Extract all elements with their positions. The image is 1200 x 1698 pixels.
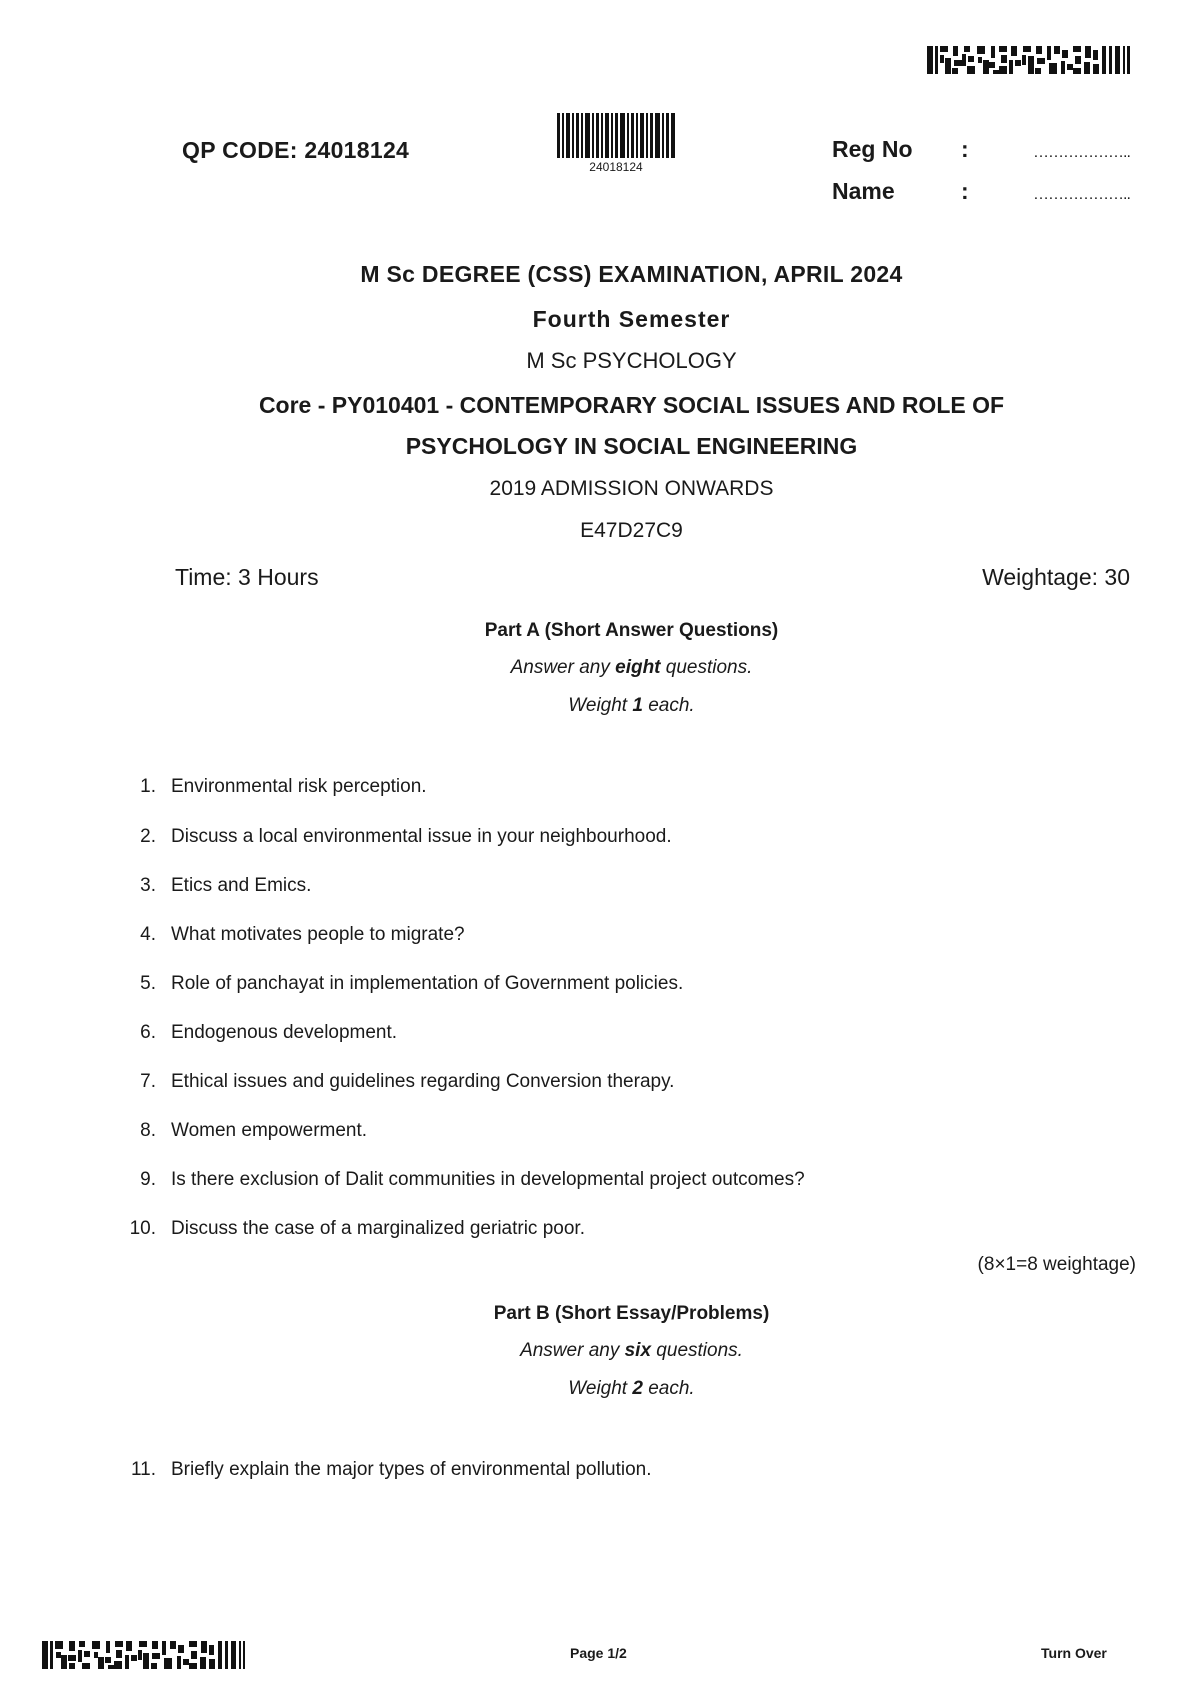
question-number: 7. bbox=[140, 1071, 156, 1092]
turn-over-note: Turn Over bbox=[1041, 1645, 1107, 1661]
question-number: 10. bbox=[129, 1218, 156, 1239]
question-text: What motivates people to migrate? bbox=[171, 924, 465, 945]
question-number: 2. bbox=[140, 826, 156, 847]
course-title-line1: Core - PY010401 - CONTEMPORARY SOCIAL ISSUES AND ROLE OF bbox=[258, 392, 1005, 418]
part-a-weight: Weight 1 each. bbox=[568, 695, 695, 716]
part-b-weight: Weight 2 each. bbox=[568, 1378, 695, 1399]
question-text: Endogenous development. bbox=[171, 1022, 398, 1043]
question-text: Discuss a local environmental issue in your neighbourhood. bbox=[171, 826, 672, 847]
part-b-instruction: Answer any six questions. bbox=[520, 1340, 743, 1361]
reg-no-label: Reg No bbox=[832, 136, 913, 162]
barcode-top bbox=[927, 46, 1130, 74]
reg-no-colon: : bbox=[961, 136, 969, 162]
page-number: Page 1/2 bbox=[570, 1645, 627, 1661]
question-text: Etics and Emics. bbox=[171, 875, 312, 896]
total-weightage: Weightage: 30 bbox=[982, 564, 1130, 590]
question-number: 11. bbox=[130, 1459, 156, 1480]
part-a-weightage-summary: (8×1=8 weightage) bbox=[977, 1254, 1136, 1275]
qp-code: QP CODE: 24018124 bbox=[182, 137, 410, 163]
barcode-bottom bbox=[42, 1641, 245, 1669]
part-b-title: Part B (Short Essay/Problems) bbox=[493, 1303, 770, 1324]
paper-code: E47D27C9 bbox=[580, 519, 683, 542]
name-field: ……………….. bbox=[1033, 186, 1130, 203]
part-a-title: Part A (Short Answer Questions) bbox=[484, 620, 779, 641]
reg-no-field: ……………….. bbox=[1033, 144, 1130, 161]
exam-subject: M Sc PSYCHOLOGY bbox=[526, 348, 737, 373]
part-a-instruction: Answer any eight questions. bbox=[510, 657, 753, 678]
question-number: 5. bbox=[140, 973, 156, 994]
question-text: Ethical issues and guidelines regarding Conversion therapy. bbox=[171, 1071, 675, 1092]
question-text: Discuss the case of a marginalized geriatric poor. bbox=[171, 1218, 585, 1239]
question-number: 9. bbox=[140, 1169, 156, 1190]
question-number: 4. bbox=[140, 924, 156, 945]
name-colon: : bbox=[961, 178, 969, 204]
question-text: Briefly explain the major types of environmental pollution. bbox=[171, 1459, 652, 1480]
question-number: 1. bbox=[140, 776, 156, 797]
time-allowed: Time: 3 Hours bbox=[175, 564, 319, 590]
exam-semester: Fourth Semester bbox=[532, 306, 731, 332]
question-text: Role of panchayat in implementation of Government policies. bbox=[171, 973, 684, 994]
barcode-qp-code bbox=[557, 113, 675, 158]
question-number: 6. bbox=[140, 1022, 156, 1043]
question-text: Environmental risk perception. bbox=[171, 776, 427, 797]
question-number: 8. bbox=[140, 1120, 156, 1141]
name-label: Name bbox=[832, 178, 895, 204]
course-title-line2: PSYCHOLOGY IN SOCIAL ENGINEERING bbox=[405, 433, 858, 459]
admission-note: 2019 ADMISSION ONWARDS bbox=[489, 477, 774, 500]
question-number: 3. bbox=[140, 875, 156, 896]
barcode-number: 24018124 bbox=[589, 160, 643, 174]
question-text: Is there exclusion of Dalit communities in developmental project outcomes? bbox=[171, 1169, 805, 1190]
exam-degree: M Sc DEGREE (CSS) EXAMINATION, APRIL 2024 bbox=[360, 261, 903, 287]
question-text: Women empowerment. bbox=[171, 1120, 368, 1141]
